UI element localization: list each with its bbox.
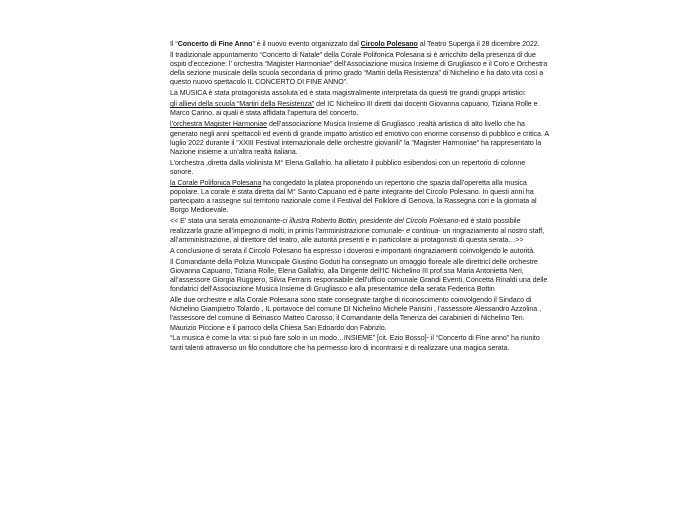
- quote-continua: e continua: [404, 226, 439, 235]
- intro-text-end: al Teatro Superga il 28 dicembre 2022.: [417, 40, 540, 48]
- paragraph-closing: “La musica è come la vita: si può fare solo in un modo…INSIEME” [cit. Ezio Bosso]- il “Concerto di Fine anno” ha riunito tanti talenti attraverso un filo conduttore che ha permesso loro di incontrarsi e di realizzare una magica serata.: [170, 334, 540, 352]
- organizer-name: Circolo Polesano: [360, 40, 418, 48]
- paragraph-orchestra: [170, 120, 550, 157]
- orchestra-description: dell’associazione Musica Insieme di Grugliasco ,realtà artistica di alto livello che ha generato negli anni spettacoli ed eventi di grande impatto artistico ed emotivo con enorme consenso di pubblico e critica. A luglio 2022 durante il “XXIII Festival internazionale delle orchestre giovanili” la “Magister Harmoniae” ha rappresentato la Nazione insieme a un’altra realtà italiana.: [170, 120, 549, 156]
- paragraph-awards: Alle due orchestre e alla Corale Polesana sono state consegnate targhe di riconoscimento coinvolgendo il Sindaco di Nichelino Giampietro Tolardo , IL portavoce del comune DI Nichelino Michele Pansini , l’assessore Alessandro Azzolina , l’assessore del comune di Beinasco Matteo Carosso, il Comandante della Tenenza dei carabinieri di Nichelino Ten. Maurizio Piccione e il parroco della Chiesa San Edoardo don Fabrizio.: [170, 296, 541, 332]
- quote-start: << E’ stata una serata emozionante-: [170, 217, 283, 226]
- paragraph-music: La MUSICA è stata protagonista assoluta ed è stata magistralmente interpretata da questi tre grandi gruppi artistici:: [170, 89, 526, 98]
- paragraph-thanks: Il Comandante della Polizia Municipale Giustino Goduti ha consegnato un omaggio floreale alle direttrici delle orchestre Giovanna Capuano, Tiziana Rolle, Elena Gallafrio, alla Dirigente dell’IC Nichelino III prof.ssa Maria Antonietta Neri, all’assessore Giorgia Ruggiero, Silvia Ferraris responsabile dell’ufficio comunale Grandi Eventi, Concetta Rinaldi una delle fondatrici dell’Associazione Musica Insieme di Grugliasco e alla presentatrice della serata Federica Bottin: [170, 257, 548, 294]
- paragraph-choir: [170, 179, 550, 216]
- paragraph-intro: [170, 40, 550, 49]
- paragraph-school: [170, 100, 550, 118]
- orchestra-name: l’orchestra Magister Harmoniae: [170, 120, 268, 129]
- school-name: gli allievi della scuola “Martiri della Resistenza”: [170, 100, 315, 109]
- paragraph-orchestra-director: L’orchestra ,diretta dalla violinista M° Elena Gallafrio. ha allietato il pubblico esibendosi con un repertorio di colonne sonore.: [170, 158, 526, 177]
- concert-title: Concerto di Fine Anno: [177, 40, 253, 48]
- quote-middle: -ed è stato possibile realizzarla grazie all’impegno di molti, in primis l’amministrazione comunale-: [170, 217, 521, 235]
- choir-description: ha congedato la platea proponendo un repertorio che spazia dall’operetta alla musica popolare. La corale è stata diretta dal M° Santo Capuano ed è parte integrante del Circolo Polesano. In questi anni ha partecipato a rassegne sul territorio nazionale come il Festival del Folklore di Genova, la Rassegna cori e la giornata al Borgo Medioevale.: [170, 178, 537, 215]
- paragraph-quote: [170, 217, 550, 244]
- quote-attribution: ci illustra Roberto Bottin, presidente del Circolo Polesano: [282, 217, 459, 226]
- choir-name: la Corale Polifonica Polesana: [170, 178, 262, 187]
- intro-text-middle: ” è il nuovo evento organizzato dal: [252, 40, 361, 48]
- document-body: [170, 40, 550, 355]
- school-description: del IC Nichelino III diretti dai docenti Giovanna capuano, Tiziana Rolle e Marco Carino, ai quali è stata affidata l’apertura del concerto.: [170, 100, 538, 118]
- quote-end: - un ringraziamento al nostro staff, all’amministrazione, al direttore del teatro, alle autorità presenti e in particolare ai protagonisti di questa serata…>>: [170, 226, 545, 244]
- intro-text-start: Il “: [170, 40, 178, 48]
- paragraph-tradition: Il tradizionale appuntamento “Concerto di Natale” della Corale Polifonica Polesana si è arricchito della presenza di due ospiti d’eccezione: l’ orchestra “Magister Harmoniae” dell’Associazione musica Insieme di Grugliasco e il Coro e Orchestra della sezione musicale della scuola secondaria di primo grado “Martiri della Resistenza” di Nichelino e ha dato vita così a questo nuovo spettacolo IL CONCERTO DI FINE ANNO”.: [170, 50, 548, 87]
- paragraph-conclusion: A conclusione di serata il Circolo Polesano ha espresso i doverosi e importanti ringraziamenti coinvolgendo le autorità.: [170, 246, 536, 255]
